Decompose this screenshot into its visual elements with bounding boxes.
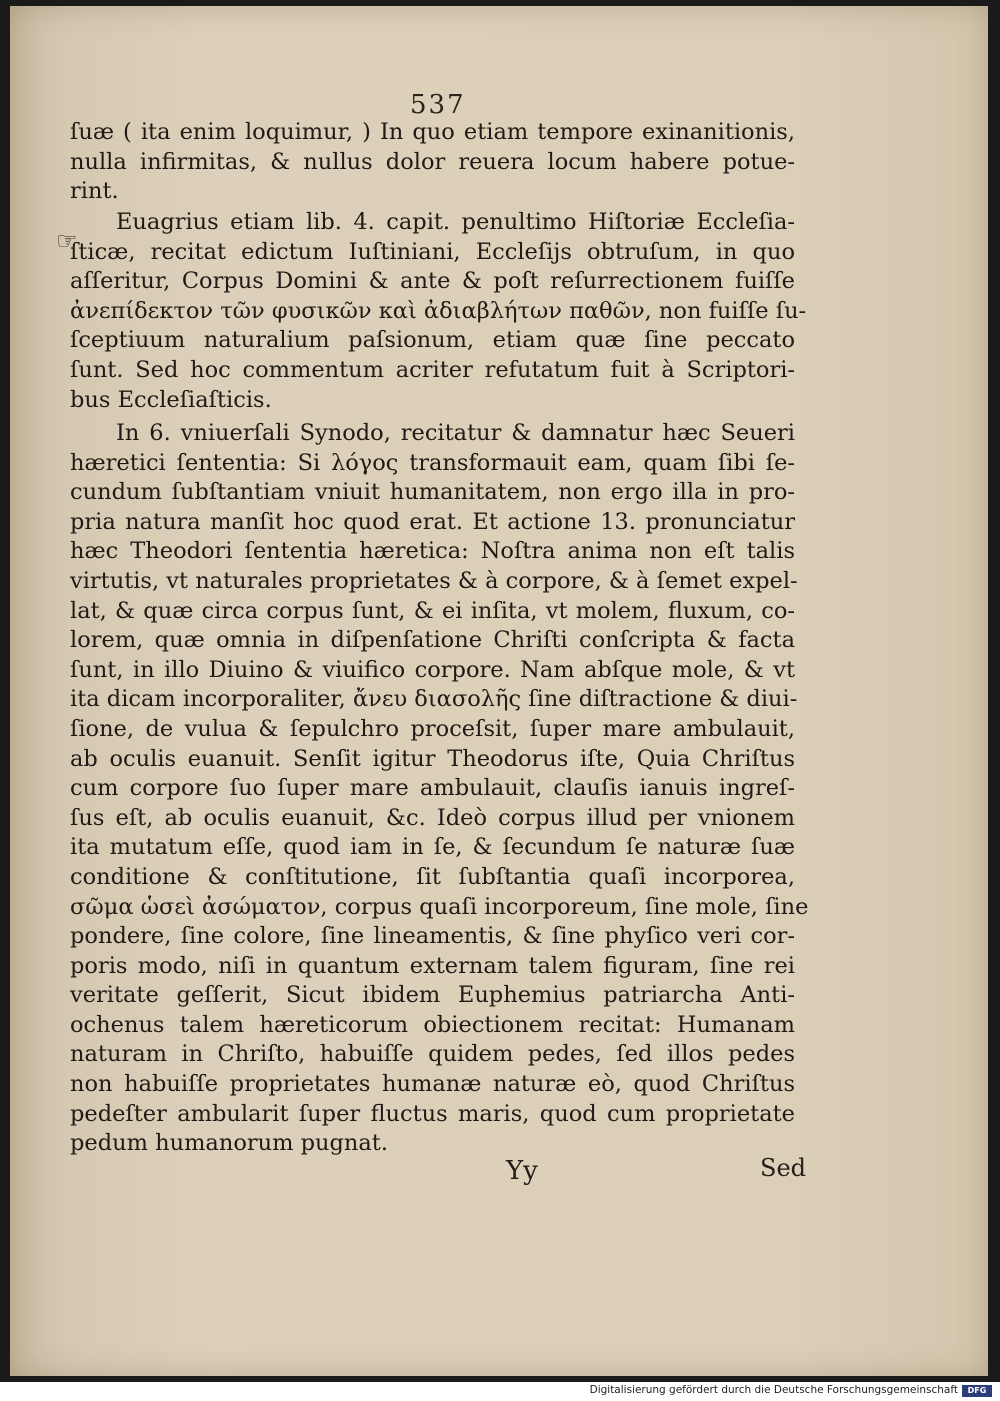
text-line: cum corpore ſuo ſuper mare ambulauit, clauſis ianuis ingreſ-	[70, 775, 795, 802]
footer-bar	[0, 1382, 1000, 1401]
text-line: lorem, quæ omnia in diſpenſatione Chriſti conſcripta & facta	[70, 627, 795, 654]
text-line: rint.	[70, 178, 119, 205]
text-line: veritate geſſerit, Sicut ibidem Euphemius patriarcha Anti-	[70, 982, 795, 1009]
text-line: In 6. vniuerſali Synodo, recitatur & damnatur hæc Seueri	[116, 420, 795, 446]
text-line: lat, & quæ circa corpus ſunt, & ei inſita, vt molem, fluxum, co-	[70, 597, 795, 624]
text-line: pedum humanorum pugnat.	[70, 1130, 388, 1157]
text-line: ſione, de vulua & ſepulchro proceſsit, ſuper mare ambulauit,	[70, 715, 795, 742]
text-line: naturam in Chriſto, habuiſſe quidem pedes, ſed illos pedes	[70, 1041, 795, 1068]
footer-credit: Digitalisierung gefördert durch die Deutsche Forschungsgemeinschaft	[589, 1384, 958, 1396]
text-line: ita mutatum eſſe, quod iam in ſe, & ſecundum ſe naturæ ſuæ	[70, 834, 795, 861]
catchword: Sed	[760, 1154, 807, 1182]
page-number: 537	[410, 90, 466, 120]
text-line: Euagrius etiam lib. 4. capit. penultimo Hiſtoriæ Eccleſia-	[116, 209, 795, 235]
text-line: ἀνεπίδεκτον τῶν φυσικῶν καὶ ἀδιαβλήτων παθῶν, non fuiſſe ſu-	[70, 297, 807, 324]
text-line: virtutis, vt naturales proprietates & à corpore, & à ſemet expel-	[70, 567, 798, 594]
text-line: non habuiſſe proprietates humanæ naturæ eò, quod Chriſtus	[70, 1071, 795, 1098]
text-line: pondere, ſine colore, ſine lineamentis, & ſine phyſico veri cor-	[70, 923, 795, 950]
paragraph-2	[70, 208, 807, 415]
text-line: ſunt, in illo Diuino & viuifico corpore. Nam abſque mole, & vt	[70, 656, 795, 683]
text-line: pria natura manſit hoc quod erat. Et actione 13. pronunciatur	[70, 508, 795, 535]
text-line: ochenus talem hæreticorum obiectionem recitat: Humanam	[70, 1011, 795, 1038]
marginal-hand-icon: ☞	[56, 227, 78, 255]
text-line: ſuæ ( ita enim loquimur, ) In quo etiam tempore exinanitionis,	[70, 119, 795, 145]
text-line: ſticæ, recitat edictum Iuſtiniani, Eccleſijs obtruſum, in quo	[70, 238, 795, 265]
text-line: hæretici ſententia: Si λόγος transformauit eam, quam ſibi ſe-	[70, 449, 795, 476]
text-line: conditione & conſtitutione, ſit ſubſtantia quaſi incorporea,	[70, 863, 795, 890]
text-line: ſunt. Sed hoc commentum acriter refutatum fuit à Scriptori-	[70, 356, 795, 383]
paragraph-1	[70, 118, 795, 207]
text-line: pedeſter ambularit ſuper fluctus maris, quod cum proprietate	[70, 1100, 795, 1127]
dfg-logo-icon: DFG	[962, 1385, 992, 1397]
text-line: ita dicam incorporaliter, ἄνευ διασολῆς ſine diſtractione & diui-	[70, 686, 798, 713]
text-line: cundum ſubſtantiam vniuit humanitatem, non ergo illa in pro-	[70, 479, 795, 506]
text-line: ab oculis euanuit. Senſit igitur Theodorus iſte, Quia Chriſtus	[70, 745, 795, 772]
signature-mark: Yy	[506, 1156, 538, 1186]
paragraph-3	[70, 419, 809, 1159]
text-line: hæc Theodori ſententia hæretica: Noſtra anima non eſt talis	[70, 538, 795, 565]
text-line: aſſeritur, Corpus Domini & ante & poſt reſurrectionem fuiſſe	[70, 268, 795, 295]
text-line: nulla infirmitas, & nullus dolor reuera locum habere potue-	[70, 148, 795, 175]
text-line: σῶμα ὡσεὶ ἀσώματον, corpus quaſi incorporeum, ſine mole, ſine	[70, 893, 809, 920]
text-line: bus Eccleſiaſticis.	[70, 386, 272, 413]
text-line: poris modo, niſi in quantum externam talem figuram, ſine rei	[70, 952, 795, 979]
text-line: ſceptiuum naturalium paſsionum, etiam quæ ſine peccato	[70, 327, 795, 354]
text-line: ſus eſt, ab oculis euanuit, &c. Ideò corpus illud per vnionem	[70, 804, 795, 831]
